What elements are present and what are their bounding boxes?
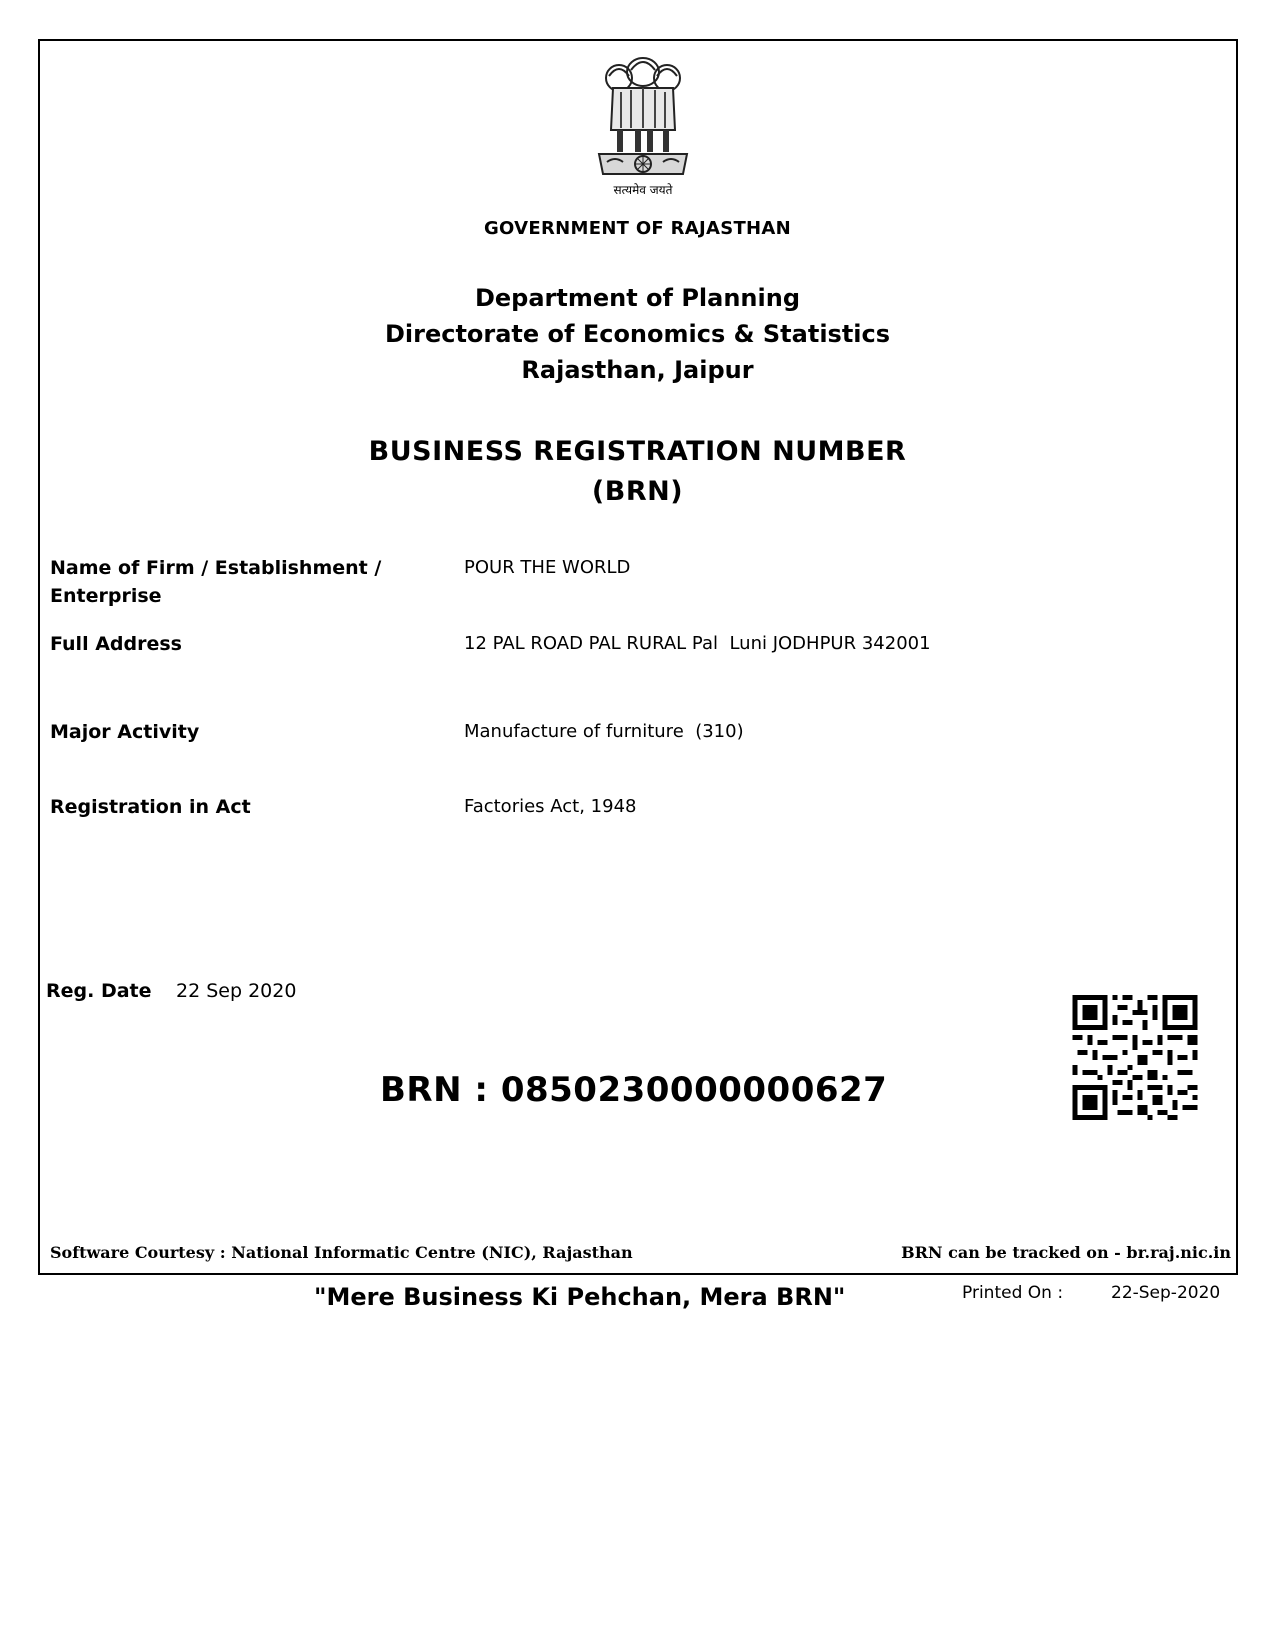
government-heading: GOVERNMENT OF RAJASTHAN [483,218,792,239]
address-label: Full Address [50,633,182,655]
certificate-title [0,432,1275,512]
department-block [0,280,1275,388]
printed-on-value: 22-Sep-2020 [1111,1283,1221,1303]
tagline: "Mere Business Ki Pehchan, Mera BRN" [314,1283,846,1311]
activity-label: Major Activity [50,721,200,743]
act-label: Registration in Act [50,796,251,818]
printed-on-label: Printed On : [962,1283,1064,1303]
department-name: Department of Planning [474,284,801,312]
activity-value: Manufacture of furniture (310) [464,721,744,742]
tracking-info: BRN can be tracked on - br.raj.nic.in [901,1243,1231,1262]
emblem-motto: सत्यमेव जयते [613,183,673,197]
national-emblem-icon [591,50,695,200]
reg-date-value: 22 Sep 2020 [176,980,297,1002]
directorate-name: Directorate of Economics & Statistics [384,320,891,348]
title-line1: BUSINESS REGISTRATION NUMBER [368,436,907,467]
firm-name-label: Name of Firm / Establishment / Enterprise [50,557,382,607]
reg-date-label: Reg. Date [46,980,152,1002]
firm-name-value: POUR THE WORLD [464,557,631,578]
title-line2: (BRN) [591,476,684,507]
brn-number: BRN : 0850230000000627 [380,1070,888,1110]
department-location: Rajasthan, Jaipur [521,356,754,384]
act-value: Factories Act, 1948 [464,796,637,817]
address-value: 12 PAL ROAD PAL RURAL Pal Luni JODHPUR 342001 [464,633,931,654]
qr-code-icon [1070,995,1200,1120]
software-courtesy: Software Courtesy : National Informatic Centre (NIC), Rajasthan [50,1243,633,1262]
